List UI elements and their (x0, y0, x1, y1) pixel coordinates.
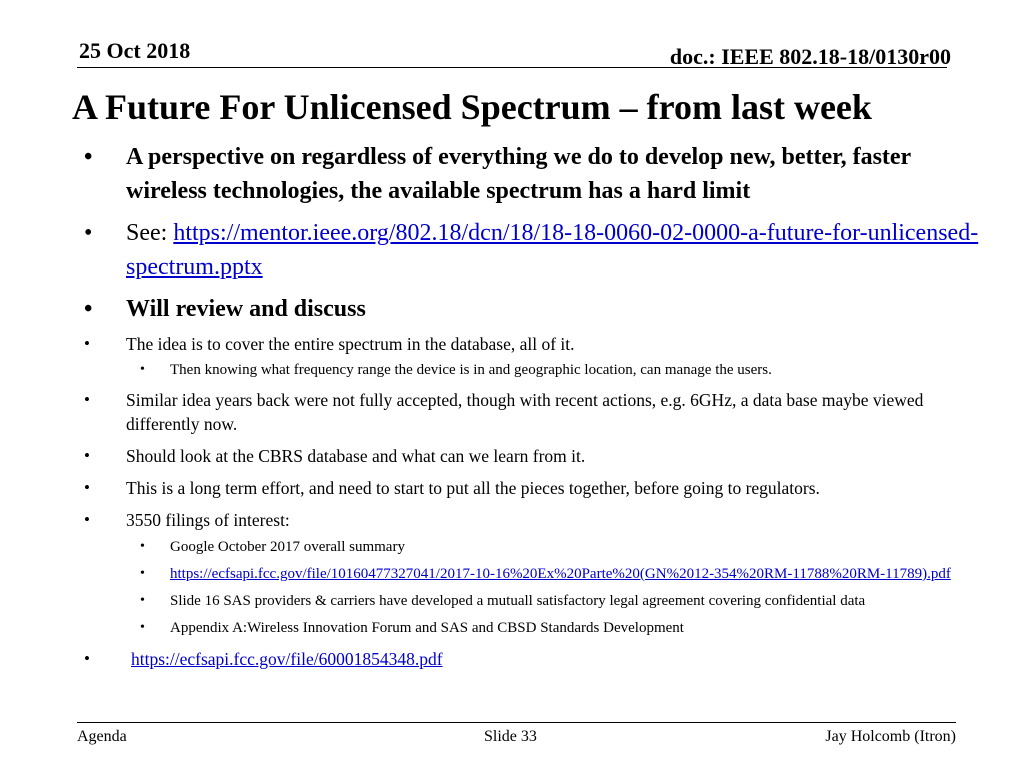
bullet-icon: • (84, 220, 93, 246)
sub-list-item (84, 618, 994, 638)
list-item (84, 508, 994, 532)
bullet-icon: • (84, 296, 93, 322)
footer-left: Agenda (77, 728, 127, 745)
bullet-icon: • (84, 390, 90, 409)
slide-number: Slide 33 (484, 728, 537, 745)
slide-title: A Future For Unlicensed Spectrum – from last week (72, 87, 872, 127)
bullet-icon: • (140, 539, 145, 554)
bullet-icon: • (84, 478, 90, 497)
bullet-icon: • (84, 649, 90, 668)
footer-divider (77, 722, 956, 723)
footer-author: Jay Holcomb (Itron) (825, 728, 956, 745)
sub-list-item (84, 564, 994, 584)
bullet-icon: • (140, 593, 145, 608)
bullet-text: A perspective on regardless of everything we do to develop new, better, faster wireless technologies, the available spectrum has a hard limit (126, 144, 911, 204)
list-item (84, 140, 994, 208)
list-item (84, 292, 994, 326)
sub-list-item (84, 537, 994, 557)
bullet-text: Appendix A:Wireless Innovation Forum and SAS and CBSD Standards Development (170, 620, 684, 636)
sub-list-item (84, 591, 994, 611)
sub-list-item (84, 360, 994, 380)
document-id: doc.: IEEE 802.18-18/0130r00 (669, 44, 951, 69)
bullet-text: Similar idea years back were not fully accepted, though with recent actions, e.g. 6GHz, a data base maybe viewed differently now. (126, 390, 924, 434)
bullet-text: Then knowing what frequency range the device is in and geographic location, can manage the users. (170, 362, 772, 378)
list-item (84, 647, 994, 671)
bullet-text: 3550 filings of interest: (126, 510, 290, 530)
bullet-text: Will review and discuss (126, 296, 366, 322)
bullet-icon: • (140, 620, 145, 635)
bullet-icon: • (140, 566, 145, 581)
bullet-text: Slide 16 SAS providers & carriers have developed a mutuall satisfactory legal agreement covering confidential data (170, 593, 866, 609)
list-item (84, 216, 994, 284)
bullet-icon: • (84, 334, 90, 353)
bullet-icon: • (84, 510, 90, 529)
header-date: 25 Oct 2018 (79, 38, 191, 63)
bullet-text: Should look at the CBRS database and what can we learn from it. (126, 446, 586, 466)
bullet-icon: • (84, 446, 90, 465)
list-item (84, 332, 994, 356)
bullet-icon: • (140, 362, 145, 377)
pptx-link[interactable]: https://mentor.ieee.org/802.18/dcn/18/18-18-0060-02-0000-a-future-for-unlicensed-spectrum.pptx (126, 220, 979, 280)
bullet-icon: • (84, 144, 93, 170)
bullet-text: See: (126, 220, 174, 246)
slide-body (84, 140, 994, 671)
bullet-text: The idea is to cover the entire spectrum in the database, all of it. (126, 334, 575, 354)
google-filing-link[interactable]: https://ecfsapi.fcc.gov/file/10160477327041/2017-10-16%20Ex%20Parte%20(GN%2012-354%20RM-11788%20RM-11789).pdf (170, 566, 951, 582)
list-item (84, 444, 994, 468)
bullet-text: This is a long term effort, and need to start to put all the pieces together, before going to regulators. (126, 478, 820, 498)
fcc-filing-link[interactable]: https://ecfsapi.fcc.gov/file/60001854348.pdf (131, 649, 443, 669)
header-divider (77, 67, 947, 68)
list-item (84, 388, 994, 436)
bullet-text: Google October 2017 overall summary (170, 539, 405, 555)
list-item (84, 476, 994, 500)
